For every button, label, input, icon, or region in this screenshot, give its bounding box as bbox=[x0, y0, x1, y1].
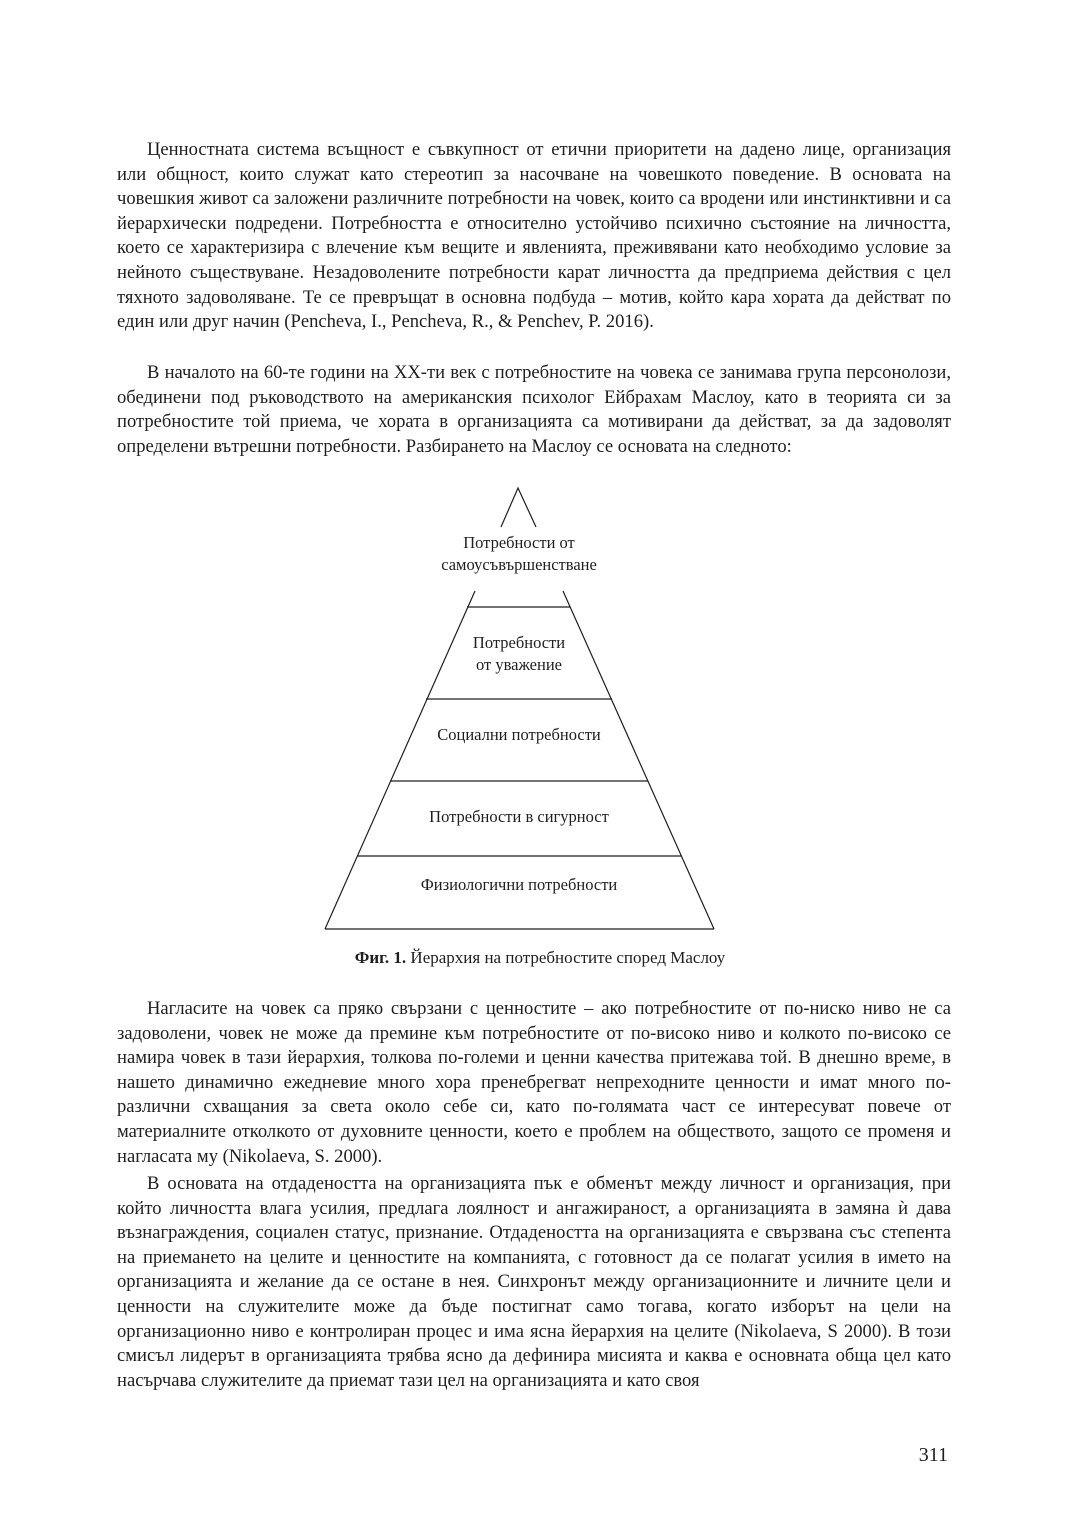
paragraph-3: Нагласите на човек са пряко свързани с ценностите – ако потребностите от по-ниско ниво не са задоволени, човек не може да премине към потребностите от по-високо ниво и колкото по-високо се намира човек в тази йерархия, толкова по-големи и ценни качества притежава той. В днешно време, в нашето динамично ежедневие много хора пренебрегват непреходните ценности и имат много по-различни схващания за света около себе си, като по-голямата част се интересуват повече от материалните отколкото от духовните ценности, което е проблем на обществото, защото се променя и нагласата му (Nikolaeva, S. 2000). bbox=[117, 998, 951, 1167]
level-safety: Потребности в сигурност bbox=[429, 807, 609, 826]
paragraph-2: В началото на 60-те години на ХХ-ти век с потребностите на човека се занимава група персонолози, обединени под ръководството на американския психолог Ейбрахам Маслоу, като в теорията си за потребностите той приема, че хората в организацията са мотивирани да действат, за да задоволят определени вътрешни потребности. Разбирането на Маслоу се основата на следното: bbox=[117, 362, 951, 457]
caption-label: Фиг. 1. bbox=[354, 948, 407, 967]
level-self-actualization-line1: Потребности от bbox=[463, 533, 575, 552]
maslow-pyramid bbox=[0, 480, 1080, 980]
pyramid-apex bbox=[501, 488, 536, 527]
level-physiological: Физиологични потребности bbox=[420, 875, 618, 894]
page-number: 311 bbox=[918, 1444, 948, 1466]
paragraph-4: В основата на отдадеността на организацията пък е обменът между личност и организация, при който личността влага усилия, предлага лоялност и ангажираност, а организацията в замяна ѝ дава възнаграждения, социален статус, признание. Отдадеността на организацията е свързвана със степента на приемането на целите и ценностите на компанията, с готовност да се полагат усилия в името на организацията и желание да се остане в нея. Синхронът между организационните и личните цели и ценности на служителите може да бъде постигнат само тогава, когато изборът на цели на организационно ниво е контролиран процес и има ясна йерархия на целите (Nikolaeva, S 2000). В този смисъл лидерът в организацията трябва ясно да дефинира мисията и каква е основната обща цел като насърчава служителите да приемат тази цел на организацията и като своя bbox=[117, 1173, 951, 1391]
level-social: Социални потребности bbox=[437, 725, 601, 744]
level-esteem-line2: от уважение bbox=[475, 655, 563, 674]
paragraph-1: Ценностната система всъщност е съвкупност от етични приоритети на дадено лице, организация или общност, които служат като стереотип за насочване на човешкото поведение. В основата на човешкия живот са заложени различните потребности на човек, които са вродени или инстинктивни и са йерархически подредени. Потребността е относително устойчиво психично състояние на личността, което се характеризира с влечение към вещите и явленията, преживявани като необходимо условие за нейното съществуване. Незадоволените потребности карат личността да предприема действия с цел тяхното задоволяване. Те се превръщат в основна подбуда – мотив, който кара хората да действат по един или друг начин (Pencheva, I., Pencheva, R., & Penchev, P. 2016). bbox=[117, 139, 951, 333]
figure-caption bbox=[0, 948, 1080, 968]
level-esteem-line1: Потребности bbox=[472, 633, 566, 652]
maslow-pyramid-figure bbox=[0, 480, 1080, 980]
level-self-actualization-line2: самоусъвършенстване bbox=[441, 555, 597, 574]
caption-text: Йерархия на потребностите според Маслоу bbox=[406, 948, 726, 967]
